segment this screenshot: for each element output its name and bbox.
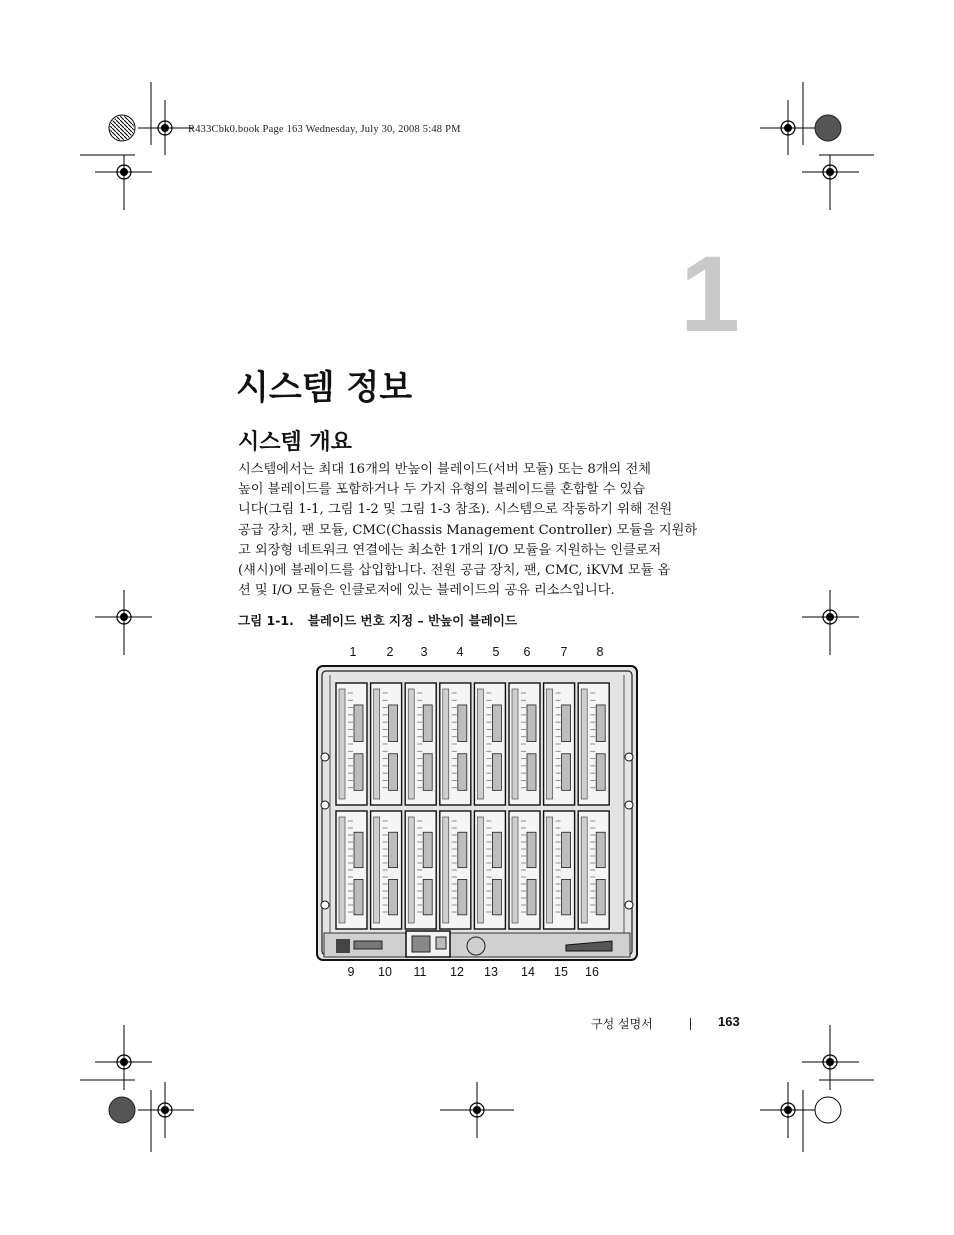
footer-guide-name: 구성 설명서 — [591, 1017, 653, 1031]
callout-top-1: 1 — [349, 645, 357, 659]
paragraph-line: 고 외장형 네트워크 연결에는 최소한 1개의 I/O 모듈을 지원하는 인클로저 — [238, 542, 662, 558]
blade-bay — [509, 683, 540, 805]
blade-bay — [371, 811, 402, 929]
callout-bottom-15: 15 — [554, 965, 568, 979]
blade-bay — [336, 683, 367, 805]
callout-top-7: 7 — [560, 645, 568, 659]
blade-bay — [474, 683, 505, 805]
callout-bottom-12: 12 — [450, 965, 464, 979]
callout-top-8: 8 — [596, 645, 604, 659]
callout-bottom-13: 13 — [484, 965, 498, 979]
callout-top-4: 4 — [456, 645, 464, 659]
blade-bay — [578, 811, 609, 929]
figure-caption — [238, 611, 517, 629]
callout-bottom-14: 14 — [521, 965, 535, 979]
blade-bay — [336, 811, 367, 929]
callout-bottom-10: 10 — [378, 965, 392, 979]
callout-bottom-11: 11 — [413, 965, 427, 979]
callout-bottom-16: 16 — [585, 965, 599, 979]
blade-bay — [440, 811, 471, 929]
blade-bay — [371, 683, 402, 805]
callout-top-2: 2 — [386, 645, 394, 659]
chassis-illustration — [316, 665, 640, 965]
body-paragraph — [238, 460, 744, 601]
blade-bay — [578, 683, 609, 805]
callout-top-3: 3 — [420, 645, 428, 659]
blade-bay — [544, 811, 575, 929]
figure-label: 그림 1-1. — [238, 613, 294, 628]
blade-bay — [509, 811, 540, 929]
paragraph-line: 공급 장치, 팬 모듈, CMC(Chassis Management Controller) 모듈을 지원하 — [238, 522, 698, 538]
callout-bottom-9: 9 — [347, 965, 355, 979]
paragraph-line: 높이 블레이드를 포함하거나 두 가지 유형의 블레이드를 혼합할 수 있습 — [238, 482, 646, 498]
paragraph-line: 니다(그림 1-1, 그림 1-2 및 그림 1-3 참조). 시스템으로 작동하기 위해 전원 — [238, 502, 673, 518]
callout-top-6: 6 — [523, 645, 531, 659]
file-header-line: R433Cbk0.book Page 163 Wednesday, July 30, 2008 5:48 PM — [188, 124, 461, 135]
chapter-number: 1 — [680, 233, 741, 354]
footer-divider — [690, 1018, 691, 1030]
blade-bay — [405, 811, 436, 929]
paragraph-line: 시스템에서는 최대 16개의 반높이 블레이드(서버 모듈) 또는 8개의 전체 — [238, 462, 651, 477]
chapter-title: 시스템 정보 — [236, 368, 413, 408]
figure-caption-text: 블레이드 번호 지정 – 반높이 블레이드 — [307, 613, 517, 628]
page-number: 163 — [718, 1014, 740, 1029]
paragraph-line: 션 및 I/O 모듈은 인클로저에 있는 블레이드의 공유 리소스입니다. — [238, 583, 615, 599]
blade-bay — [405, 683, 436, 805]
blade-bay — [544, 683, 575, 805]
paragraph-line: (섀시)에 블레이드를 삽입합니다. 전원 공급 장치, 팬, CMC, iKVM 모듈 옵 — [238, 563, 671, 579]
blade-bay — [474, 811, 505, 929]
callout-top-5: 5 — [492, 645, 500, 659]
section-title: 시스템 개요 — [238, 430, 352, 455]
blade-bay — [440, 683, 471, 805]
